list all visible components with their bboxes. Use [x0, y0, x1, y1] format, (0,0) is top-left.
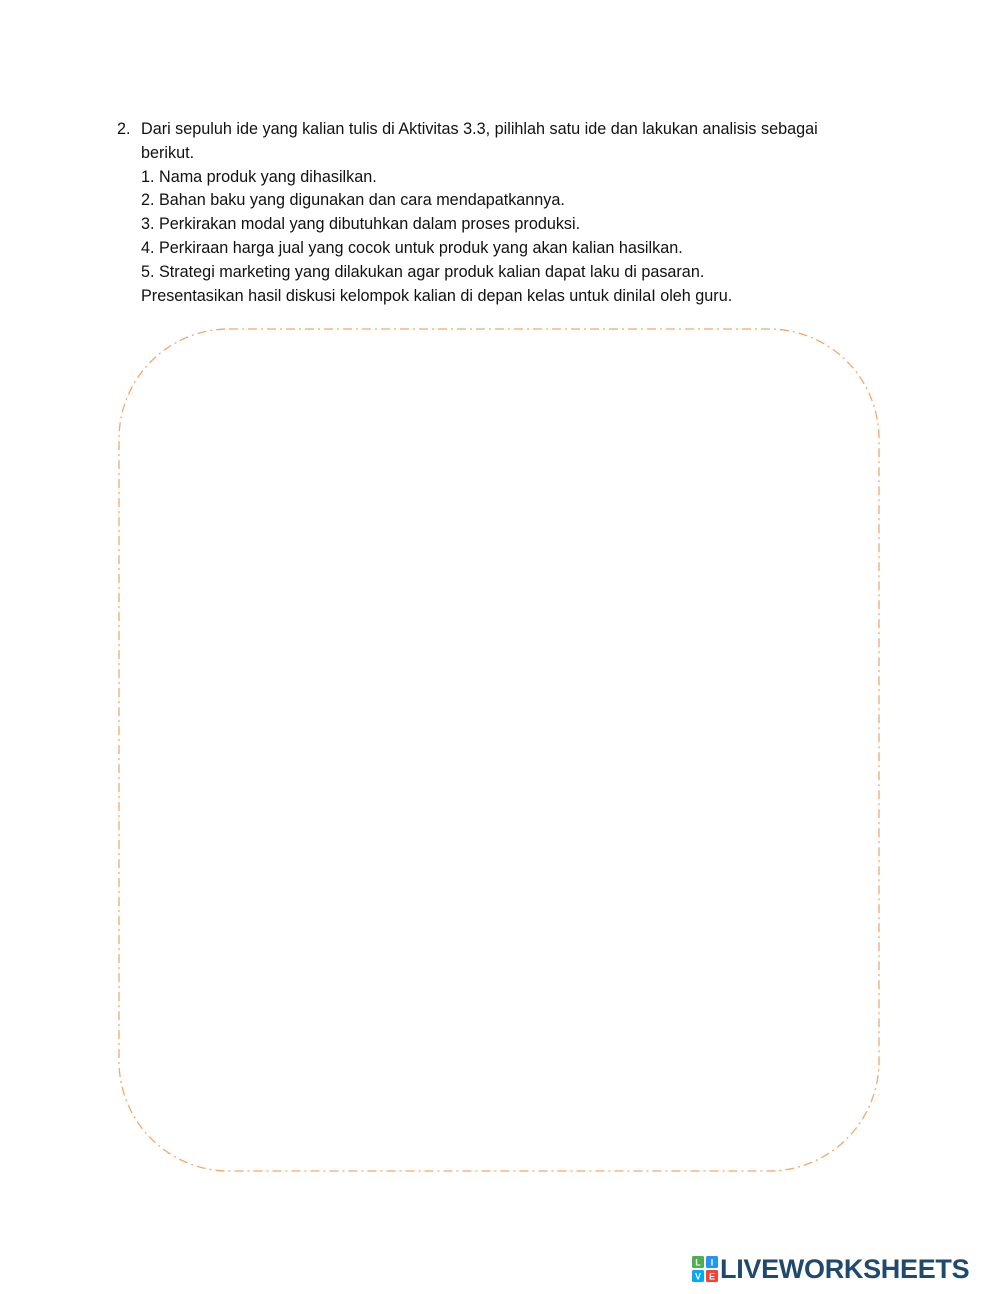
- liveworksheets-wordmark: LIVEWORKSHEETS: [720, 1254, 970, 1284]
- answer-box-border: [118, 328, 880, 1172]
- svg-text:L: L: [695, 1257, 701, 1268]
- list-item: 2. Bahan baku yang digunakan dan cara mendapatkannya.: [141, 191, 565, 210]
- list-item: 5. Strategi marketing yang dilakukan agar produk kalian dapat laku di pasaran.: [141, 262, 705, 281]
- liveworksheets-icon: [692, 1256, 718, 1282]
- question-body: [141, 118, 907, 308]
- question-number: 2.: [117, 120, 131, 138]
- svg-text:I: I: [710, 1257, 714, 1268]
- liveworksheets-logo: [692, 1255, 969, 1283]
- question-intro-line-2: berikut.: [141, 143, 195, 162]
- list-item: 1. Nama produk yang dihasilkan.: [141, 167, 377, 186]
- answer-box[interactable]: [118, 328, 880, 1172]
- svg-text:E: E: [708, 1271, 716, 1282]
- list-item: 3. Perkirakan modal yang dibutuhkan dalam proses produksi.: [141, 215, 581, 234]
- svg-text:V: V: [694, 1271, 702, 1282]
- question-2: [117, 118, 907, 308]
- question-intro-line-1: Dari sepuluh ide yang kalian tulis di Aktivitas 3.3, pilihlah satu ide dan lakukan analisis sebagai: [141, 120, 818, 138]
- question-closing: Presentasikan hasil diskusi kelompok kalian di depan kelas untuk dinilaI oleh guru.: [141, 286, 733, 305]
- list-item: 4. Perkiraan harga jual yang cocok untuk produk yang akan kalian hasilkan.: [141, 238, 683, 257]
